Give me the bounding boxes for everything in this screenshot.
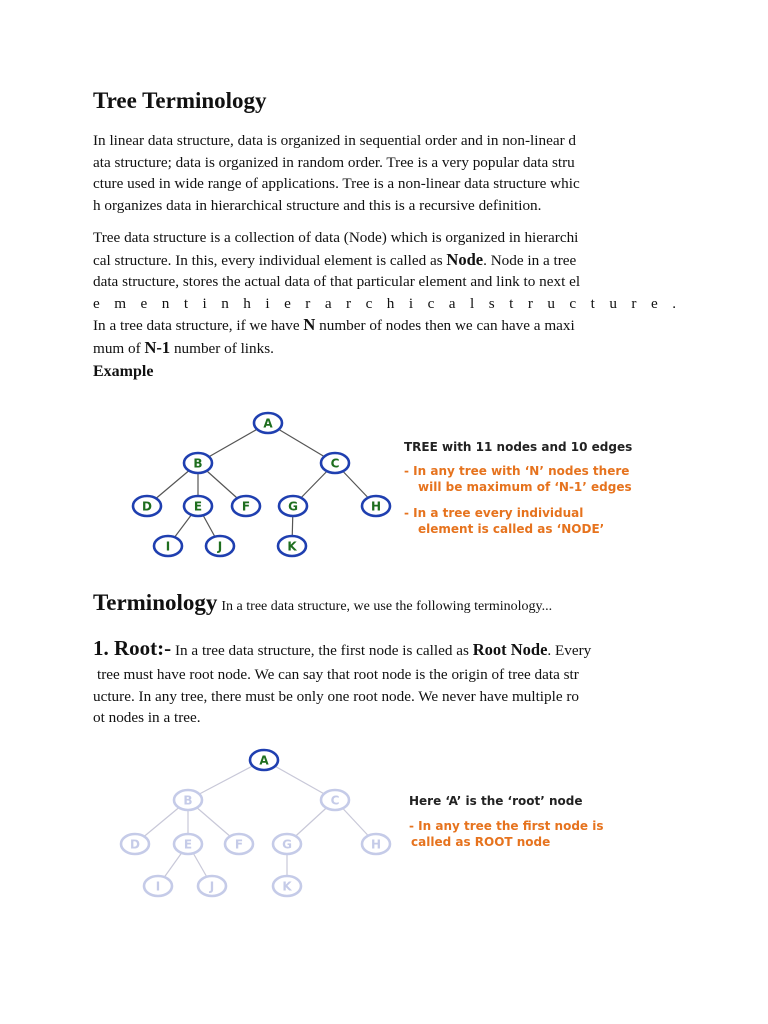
text-line: ucture. In any tree, there must be only one root node. We never have multiple ro xyxy=(93,687,580,705)
root-tree-diagram xyxy=(115,745,400,905)
section-intro: In a tree data structure, we use the following terminology... xyxy=(221,599,553,614)
node-label: G xyxy=(288,499,298,514)
tree-node-i xyxy=(154,536,182,556)
tree-node-g xyxy=(279,496,307,516)
note-line: - In any tree with ‘N’ nodes there xyxy=(404,464,630,478)
node-label: F xyxy=(234,837,244,852)
tree-node-d xyxy=(133,496,161,516)
node-label: K xyxy=(287,539,297,554)
text-span: number of nodes then we can have a maxi xyxy=(315,317,575,334)
root-section xyxy=(93,635,591,729)
tree-node-k xyxy=(273,876,301,896)
diagram-note xyxy=(409,818,604,850)
text-span: . Node in a tree xyxy=(483,251,577,269)
tree-node-d xyxy=(121,834,149,854)
node-label: A xyxy=(259,753,269,768)
text-line: ot nodes in a tree. xyxy=(93,709,201,726)
tree-node-h xyxy=(362,496,390,516)
terminology-heading-line xyxy=(93,590,552,616)
text-span: cal structure. In this, every individual element is called as xyxy=(93,251,447,269)
bold-term: Node xyxy=(446,249,484,269)
bold-term: N-1 xyxy=(144,337,171,357)
tree-diagram xyxy=(120,405,400,565)
page-title: Tree Terminology xyxy=(93,88,267,113)
tree-node-a xyxy=(250,750,278,770)
node-label: E xyxy=(183,837,193,852)
tree-node-j xyxy=(206,536,234,556)
node-label: J xyxy=(209,879,215,894)
node-label: K xyxy=(282,879,292,894)
tree-node-g xyxy=(273,834,301,854)
diagram-note xyxy=(404,505,604,537)
node-label: I xyxy=(165,539,171,554)
tree-node-f xyxy=(232,496,260,516)
tree-node-a xyxy=(254,413,282,433)
text-line: data structure, stores the actual data of that particular element and link to next el xyxy=(93,273,581,290)
text-span: mum of xyxy=(93,339,145,357)
node-label: H xyxy=(370,837,382,852)
text-line: In linear data structure, data is organized in sequential order and in non-linear d xyxy=(93,132,577,149)
text-span: number of links. xyxy=(170,339,274,357)
tree-node-e xyxy=(184,496,212,516)
node-label: H xyxy=(370,499,382,514)
root-heading: 1. Root:- xyxy=(93,636,172,660)
node-label: A xyxy=(263,416,273,431)
node-label: D xyxy=(142,499,152,514)
node-label: I xyxy=(155,879,161,894)
note-line: called as ROOT node xyxy=(411,835,551,849)
note-line: - In any tree the first node is xyxy=(409,819,604,833)
tree-node-f xyxy=(225,834,253,854)
node-label: B xyxy=(183,793,193,808)
note-line: element is called as ‘NODE’ xyxy=(418,522,605,536)
node-label: B xyxy=(193,456,203,471)
text-span: In a tree data structure, if we have xyxy=(93,317,304,334)
tree-node-b xyxy=(174,790,202,810)
tree-node-k xyxy=(278,536,306,556)
node-label: F xyxy=(241,499,251,514)
node-label: E xyxy=(193,499,203,514)
diagram-caption-title: TREE with 11 nodes and 10 edges xyxy=(404,440,633,454)
text-line xyxy=(93,337,676,360)
example-label: Example xyxy=(93,363,154,380)
text-line: ata structure; data is organized in random order. Tree is a very popular data stru xyxy=(93,153,575,171)
tree-node-i xyxy=(144,876,172,896)
note-line: - In a tree every individual xyxy=(404,506,584,520)
text-line xyxy=(93,314,676,337)
note-line: will be maximum of ‘N-1’ edges xyxy=(418,480,632,494)
section-heading: Terminology xyxy=(93,590,218,615)
tree-node-h xyxy=(362,834,390,854)
node-paragraph xyxy=(93,227,676,359)
text-line xyxy=(93,249,676,272)
text-line: Tree data structure is a collection of data (Node) which is organized in hierarchi xyxy=(93,229,579,246)
text-line xyxy=(93,635,591,664)
text-line: h organizes data in hierarchical structure and this is a recursive definition. xyxy=(93,196,542,214)
diagram-note xyxy=(404,463,632,495)
node-label: J xyxy=(217,539,223,554)
text-line: tree must have root node. We can say that root node is the origin of tree data str xyxy=(97,666,579,683)
tree-node-j xyxy=(198,876,226,896)
tree-node-c xyxy=(321,790,349,810)
text-span: . Every xyxy=(547,642,592,659)
intro-paragraph xyxy=(93,130,580,216)
tree-node-e xyxy=(174,834,202,854)
diagram-caption-title: Here ‘A’ is the ‘root’ node xyxy=(409,794,583,808)
bold-term: N xyxy=(303,315,316,334)
spread-text-line: e m e n t i n h i e r a r c h i c a l s t r u c t u r e . xyxy=(93,294,676,312)
tree-node-c xyxy=(321,453,349,473)
node-label: G xyxy=(282,837,292,852)
node-label: D xyxy=(130,837,140,852)
text-span: In a tree data structure, the first node is called as xyxy=(174,642,473,659)
node-label: C xyxy=(330,456,340,471)
tree-node-b xyxy=(184,453,212,473)
text-line: cture used in wide range of applications. Tree is a non-linear data structure whic xyxy=(93,175,580,192)
node-label: C xyxy=(330,793,340,808)
bold-term: Root Node xyxy=(472,640,548,659)
